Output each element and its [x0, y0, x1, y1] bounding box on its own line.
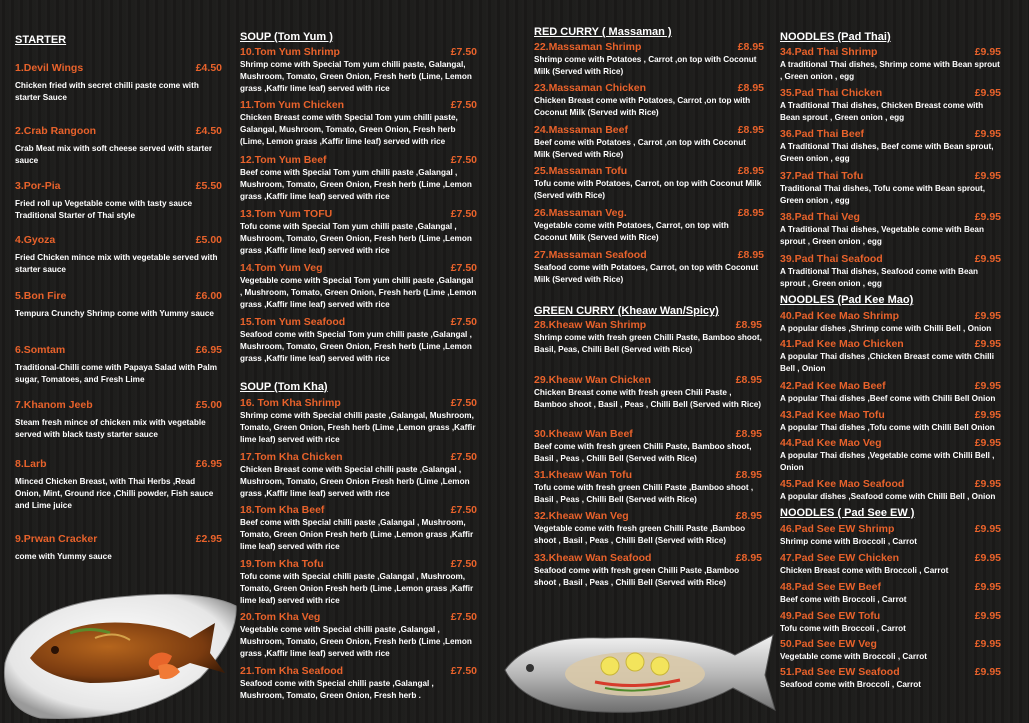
- soup-tom-yum-title: SOUP (Tom Yum ): [240, 31, 333, 43]
- menu-item-price: £7.50: [450, 558, 477, 570]
- green-curry-title: GREEN CURRY (Kheaw Wan/Spicy): [534, 305, 719, 317]
- menu-item-price: £9.95: [974, 552, 1001, 564]
- menu-item-name: 23.Massaman Chicken: [534, 82, 647, 94]
- menu-item-price: £7.50: [450, 316, 477, 328]
- menu-item-description: Seafood come with Special chilli paste ,Galangal , Mushroom, Tomato, Green Onion, Fresh herb .: [240, 679, 434, 700]
- menu-item-description: Tofu come with Special chilli paste ,Galangal , Mushroom, Tomato, Green Onion Fresh herb (Lime ,Lemon grass ,Kaffir lime leaf) served with rice: [240, 572, 474, 605]
- menu-item-price: £6.00: [195, 290, 222, 302]
- menu-item-price: £9.95: [974, 581, 1001, 593]
- menu-item-name: 18.Tom Kha Beef: [240, 504, 325, 516]
- red-curry-title: RED CURRY ( Massaman ): [534, 26, 672, 38]
- menu-item-name: 48.Pad See EW Beef: [780, 581, 881, 593]
- menu-item-name: 46.Pad See EW Shrimp: [780, 523, 895, 535]
- menu-item-description: Vegetable come with Special chilli paste ,Galangal , Mushroom, Tomato, Green Onion, Fresh herb (Lime ,Lemon grass ,Kaffir lime leaf) served with rice: [240, 625, 472, 658]
- menu-item-name: 47.Pad See EW Chicken: [780, 552, 900, 564]
- menu-item-name: 2.Crab Rangoon: [15, 125, 97, 137]
- menu-item-name: 27.Massaman Seafood: [534, 249, 647, 261]
- menu-item-price: £6.95: [195, 344, 222, 356]
- menu-item-name: 14.Tom Yum Veg: [240, 262, 323, 274]
- menu-item-price: £9.95: [974, 478, 1001, 490]
- starter-title: STARTER: [15, 34, 67, 46]
- menu-item-price: £8.95: [735, 469, 762, 481]
- menu-item-price: £9.95: [974, 437, 1001, 449]
- menu-item-price: £7.50: [450, 99, 477, 111]
- menu-item-description: A Traditional Thai dishes, Vegetable come with Bean sprout , Green onion , egg: [780, 225, 984, 246]
- menu-item-name: 36.Pad Thai Beef: [780, 128, 865, 140]
- menu-item-name: 5.Bon Fire: [15, 290, 67, 302]
- steamed-fish-platter-image: [495, 630, 780, 720]
- menu-item-name: 21.Tom Kha Seafood: [240, 665, 344, 677]
- menu-item-name: 24.Massaman Beef: [534, 124, 628, 136]
- menu-item-description: Tofu come with Broccoli , Carrot: [780, 624, 906, 633]
- menu-item-price: £9.95: [974, 87, 1001, 99]
- menu-item-price: £8.95: [735, 552, 762, 564]
- menu-item-price: £9.95: [974, 253, 1001, 265]
- menu-item-price: £7.50: [450, 262, 477, 274]
- menu-item-name: 43.Pad Kee Mao Tofu: [780, 409, 885, 421]
- menu-item-price: £9.95: [974, 380, 1001, 392]
- menu-item-price: £9.95: [974, 310, 1001, 322]
- menu-item-price: £9.95: [974, 409, 1001, 421]
- menu-item-name: 9.Prwan Cracker: [15, 533, 98, 545]
- menu-item-name: 7.Khanom Jeeb: [15, 399, 93, 411]
- menu-item-name: 37.Pad Thai Tofu: [780, 170, 864, 182]
- menu-item-description: A popular Thai dishes ,Chicken Breast come with Chilli Bell , Onion: [780, 352, 994, 373]
- menu-item-price: £8.95: [737, 249, 764, 261]
- menu-item-description: Shrimp come with Special chilli paste ,Galangal, Mushroom, Tomato, Green Onion, Fresh herb (Lime ,Lemon grass ,Kaffir lime leaf) served with rice: [240, 411, 476, 444]
- menu-item-description: come with Yummy sauce: [15, 552, 112, 561]
- menu-item-description: A traditional Thai dishes, Shrimp come with Bean sprout , Green onion , egg: [780, 60, 1000, 81]
- menu-item-price: £6.95: [195, 458, 222, 470]
- menu-item-description: Shrimp come with Potatoes , Carrot ,on top with Coconut Milk (Served with Rice): [534, 55, 757, 76]
- menu-item-price: £7.50: [450, 397, 477, 409]
- menu-item-name: 13.Tom Yum TOFU: [240, 208, 333, 220]
- menu-item-name: 28.Kheaw Wan Shrimp: [534, 319, 647, 331]
- menu-item-price: £8.95: [735, 510, 762, 522]
- menu-item-description: Seafood come with fresh green Chilli Paste ,Bamboo shoot , Basil , Peas , Chilli Bell (Served with Rice): [534, 566, 740, 587]
- menu-item-description: Beef come with Potatoes , Carrot ,on top with Coconut Milk (Served with Rice): [534, 138, 746, 159]
- menu-item-description: Minced Chicken Breast, with Thai Herbs ,Read Onion, Mint, Ground rice ,Chilli powder, Fish sauce and Lime juice: [15, 477, 214, 510]
- menu-item-description: A popular Thai dishes ,Tofu come with Chilli Bell Onion: [780, 423, 995, 432]
- menu-item-price: £9.95: [974, 610, 1001, 622]
- menu-item-price: £9.95: [974, 523, 1001, 535]
- menu-item-description: Chicken Breast come with Special chilli paste ,Galangal , Mushroom, Tomato, Green Onion Fresh herb (Lime ,Lemon grass ,Kaffir lime leaf) served with rice: [240, 465, 470, 498]
- menu-item-name: 12.Tom Yum Beef: [240, 154, 327, 166]
- menu-item-name: 39.Pad Thai Seafood: [780, 253, 883, 265]
- menu-item-description: Vegetable come with Potatoes, Carrot, on top with Coconut Milk (Served with Rice): [534, 221, 729, 242]
- menu-item-price: £8.95: [737, 165, 764, 177]
- menu-item-name: 1.Devil Wings: [15, 62, 84, 74]
- menu-item-description: Chicken Breast come with fresh green Chili Paste , Bamboo shoot , Basil , Peas , Chilli Bell (Served with Rice): [534, 388, 762, 409]
- menu-item-name: 41.Pad Kee Mao Chicken: [780, 338, 904, 350]
- menu-item-description: A Traditional Thai dishes, Seafood come with Bean sprout , Green onion , egg: [780, 267, 979, 288]
- menu-item-name: 34.Pad Thai Shrimp: [780, 46, 878, 58]
- menu-item-description: Traditional Thai dishes, Tofu come with Bean sprout, Green onion , egg: [780, 184, 986, 205]
- menu-item-price: £8.95: [737, 124, 764, 136]
- menu-item-price: £7.50: [450, 665, 477, 677]
- menu-item-description: Tofu come with Potatoes, Carrot, on top with Coconut Milk (Served with Rice): [534, 179, 762, 200]
- menu-item-price: £8.95: [737, 41, 764, 53]
- menu-item-description: Vegetable come with Special Tom yum chilli paste ,Galangal , Mushroom, Tomato, Green Onion, Fresh herb (Lime ,Lemon grass ,Kaffir lime leaf) served with rice: [240, 276, 477, 309]
- menu-item-name: 40.Pad Kee Mao Shrimp: [780, 310, 900, 322]
- menu-item-description: A Traditional Thai dishes, Chicken Breast come with Bean sprout , Green onion , egg: [780, 101, 984, 122]
- menu-item-name: 15.Tom Yum Seafood: [240, 316, 346, 328]
- menu-item-description: Steam fresh mince of chicken mix with vegetable served with black tasty starter sauce: [15, 418, 206, 439]
- menu-item-name: 49.Pad See EW Tofu: [780, 610, 881, 622]
- menu-item-description: Tempura Crunchy Shrimp come with Yummy sauce: [15, 309, 214, 318]
- menu-item-description: Beef come with fresh green Chilli Paste, Bamboo shoot, Basil , Peas , Chilli Bell (Served with Rice): [534, 442, 752, 463]
- menu-item-description: Fried Chicken mince mix with vegetable served with starter sauce: [15, 253, 218, 274]
- menu-item-price: £8.95: [735, 428, 762, 440]
- menu-item-name: 26.Massaman Veg.: [534, 207, 627, 219]
- menu-item-name: 33.Kheaw Wan Seafood: [534, 552, 652, 564]
- menu-item-name: 4.Gyoza: [15, 234, 56, 246]
- fried-fish-plate-image: [0, 578, 240, 723]
- menu-item-description: Seafood come with Broccoli , Carrot: [780, 680, 922, 689]
- menu-item-description: Shrimp come with fresh green Chilli Paste, Bamboo shoot, Basil, Peas, Chilli Bell (Served with Rice): [534, 333, 762, 354]
- menu-item-description: Beef come with Broccoli , Carrot: [780, 595, 907, 604]
- menu-item-description: Seafood come with Potatoes, Carrot, on top with Coconut Milk (Served with Rice): [534, 263, 759, 284]
- menu-item-name: 32.Kheaw Wan Veg: [534, 510, 629, 522]
- menu-item-price: £2.95: [195, 533, 222, 545]
- menu-item-description: Chicken fried with secret chilli paste come with starter Sauce: [15, 81, 199, 102]
- menu-item-description: A popular dishes ,Seafood come with Chilli Bell , Onion: [780, 492, 996, 501]
- menu-item-description: Traditional-Chilli come with Papaya Salad with Palm sugar, Tomatoes, and Fresh Lime: [15, 363, 218, 384]
- menu-item-price: £7.50: [450, 504, 477, 516]
- menu-item-price: £9.95: [974, 46, 1001, 58]
- menu-item-description: Chicken Breast come with Broccoli , Carrot: [780, 566, 949, 575]
- menu-item-name: 10.Tom Yum Shrimp: [240, 46, 340, 58]
- menu-item-price: £9.95: [974, 211, 1001, 223]
- menu-item-description: A popular Thai dishes ,Vegetable come with Chilli Bell , Onion: [780, 451, 995, 472]
- menu-item-price: £9.95: [974, 128, 1001, 140]
- menu-item-price: £4.50: [195, 125, 222, 137]
- menu-item-price: £8.95: [735, 374, 762, 386]
- menu-item-description: Shrimp come with Special Tom yum chilli paste, Galangal, Mushroom, Tomato, Green Onion, Fresh herb (Lime, Lemon grass ,Kaffir lime leaf) served with rice: [240, 60, 472, 93]
- menu-item-name: 30.Kheaw Wan Beef: [534, 428, 633, 440]
- menu-item-description: Fried roll up Vegetable come with tasty sauce Traditional Starter of Thai style: [15, 199, 192, 220]
- menu-item-description: Vegetable come with fresh green Chilli Paste ,Bamboo shoot , Basil , Peas , Chilli Bell (Served with Rice): [534, 524, 746, 545]
- menu-item-name: 35.Pad Thai Chicken: [780, 87, 883, 99]
- menu-item-description: A popular Thai dishes ,Beef come with Chilli Bell Onion: [780, 394, 996, 403]
- menu-item-name: 50.Pad See EW Veg: [780, 638, 877, 650]
- menu-item-name: 25.Massaman Tofu: [534, 165, 628, 177]
- menu-item-name: 16. Tom Kha Shrimp: [240, 397, 341, 409]
- menu-item-name: 38.Pad Thai Veg: [780, 211, 860, 223]
- menu-item-name: 29.Kheaw Wan Chicken: [534, 374, 651, 386]
- menu-item-description: A popular dishes ,Shrimp come with Chilli Bell , Onion: [780, 324, 992, 333]
- menu-item-price: £9.95: [974, 666, 1001, 678]
- menu-item-description: Chicken Breast come with Special Tom yum chilli paste, Galangal, Mushroom, Tomato, Green Onion, Fresh herb (Lime, Lemon grass ,Kaffir lime leaf) served with rice: [240, 113, 458, 146]
- menu-item-description: Tofu come with Special Tom yum chilli paste ,Galangal , Mushroom, Tomato, Green Onion, Fresh herb (Lime ,Lemon grass ,Kaffir lime leaf) served with rice: [240, 222, 472, 255]
- menu-item-price: £5.00: [195, 234, 222, 246]
- menu-item-price: £8.95: [735, 319, 762, 331]
- menu-item-description: Shrimp come with Broccoli , Carrot: [780, 537, 917, 546]
- menu-item-name: 6.Somtam: [15, 344, 66, 356]
- see-ew-title: NOODLES ( Pad See EW ): [780, 507, 915, 519]
- menu-item-price: £9.95: [974, 170, 1001, 182]
- menu-item-price: £5.50: [195, 180, 222, 192]
- menu-item-name: 31.Kheaw Wan Tofu: [534, 469, 633, 481]
- menu-item-name: 11.Tom Yum Chicken: [240, 99, 345, 111]
- menu-item-description: Beef come with Special Tom yum chilli paste ,Galangal , Mushroom, Tomato, Green Onion, Fresh herb (Lime ,Lemon grass ,Kaffir lime leaf) served with rice: [240, 168, 472, 201]
- menu-item-description: A Traditional Thai dishes, Beef come with Bean sprout, Green onion , egg: [780, 142, 994, 163]
- menu-item-price: £7.50: [450, 154, 477, 166]
- pad-thai-title: NOODLES (Pad Thai): [780, 31, 891, 43]
- soup-tom-kha-title: SOUP (Tom Kha): [240, 381, 328, 393]
- menu-item-price: £7.50: [450, 46, 477, 58]
- menu-item-name: 20.Tom Kha Veg: [240, 611, 321, 623]
- menu-item-price: £7.50: [450, 208, 477, 220]
- menu-item-price: £9.95: [974, 338, 1001, 350]
- menu-item-price: £8.95: [737, 207, 764, 219]
- menu-item-price: £9.95: [974, 638, 1001, 650]
- menu-item-name: 45.Pad Kee Mao Seafood: [780, 478, 905, 490]
- menu-item-description: Tofu come with fresh green Chilli Paste ,Bamboo shoot , Basil , Peas , Chilli Bell (Served with Rice): [534, 483, 754, 504]
- menu-item-name: 22.Massaman Shrimp: [534, 41, 642, 53]
- menu-item-name: 17.Tom Kha Chicken: [240, 451, 343, 463]
- menu-item-name: 51.Pad See EW Seafood: [780, 666, 900, 678]
- kee-mao-title: NOODLES (Pad Kee Mao): [780, 294, 914, 306]
- menu-item-name: 19.Tom Kha Tofu: [240, 558, 324, 570]
- menu-item-name: 8.Larb: [15, 458, 47, 470]
- menu-item-price: £4.50: [195, 62, 222, 74]
- menu-item-description: Vegetable come with Broccoli , Carrot: [780, 652, 927, 661]
- menu-item-description: Crab Meat mix with soft cheese served with starter sauce: [15, 144, 213, 165]
- menu-item-price: £8.95: [737, 82, 764, 94]
- menu-item-name: 42.Pad Kee Mao Beef: [780, 380, 886, 392]
- menu-item-description: Beef come with Special chilli paste ,Galangal , Mushroom, Tomato, Green Onion Fresh herb (Lime ,Lemon grass ,Kaffir lime leaf) served with rice: [240, 518, 474, 551]
- menu-item-price: £7.50: [450, 451, 477, 463]
- menu-item-price: £7.50: [450, 611, 477, 623]
- menu-item-price: £5.00: [195, 399, 222, 411]
- menu-item-name: 3.Por-Pia: [15, 180, 61, 192]
- menu-item-description: Seafood come with Special Tom yum chilli paste ,Galangal , Mushroom, Tomato, Green Onion, Fresh herb (Lime ,Lemon grass ,Kaffir lime leaf) served with rice: [240, 330, 472, 363]
- menu-item-name: 44.Pad Kee Mao Veg: [780, 437, 882, 449]
- menu-item-description: Chicken Breast come with Potatoes, Carrot ,on top with Coconut Milk (Served with Rice): [534, 96, 751, 117]
